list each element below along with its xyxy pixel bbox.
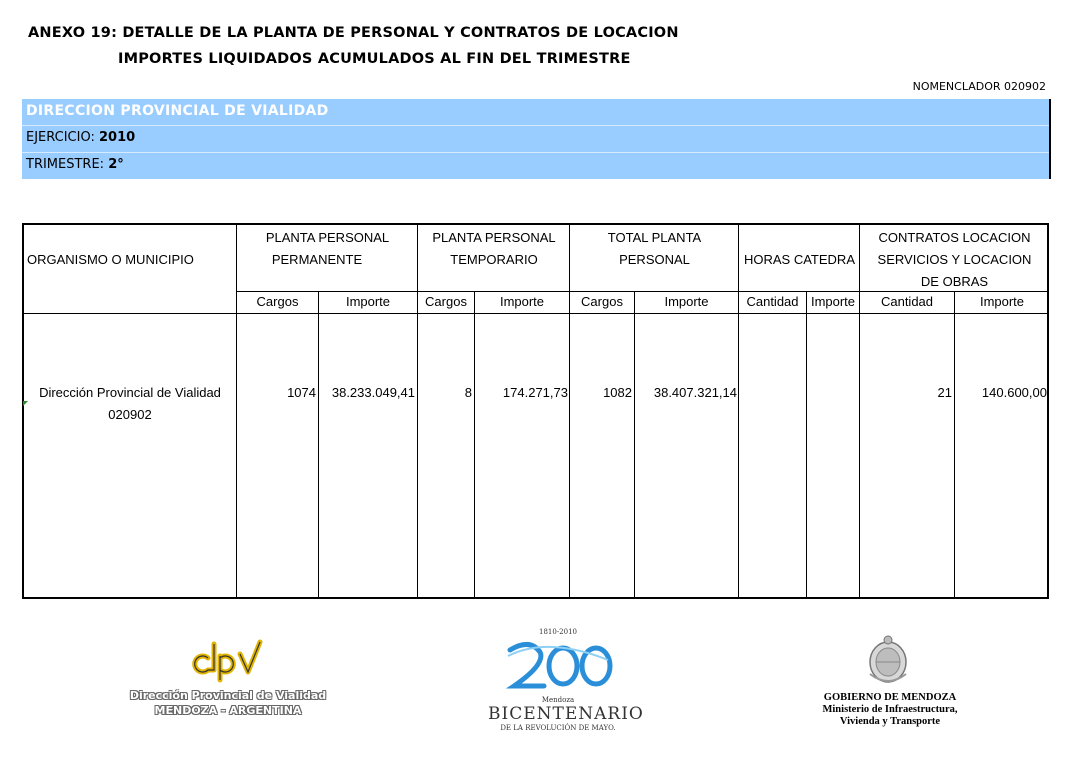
trimestre-row: [26, 157, 124, 172]
cl-importe-value: 140.600,00: [981, 385, 1047, 400]
bicentenario-logo-block: [488, 628, 644, 732]
ejercicio-value: 2010: [99, 130, 136, 145]
row-organismo-name: Dirección Provincial de Vialidad: [39, 385, 221, 400]
dpv-logo-block: [128, 636, 328, 718]
col-divider: [236, 225, 237, 597]
bicentenario-mendoza: Mendoza: [541, 696, 575, 704]
bicentenario-title: BICENTENARIO: [488, 704, 644, 724]
col-divider: [569, 225, 570, 597]
subheader-importe: Importe: [345, 294, 391, 309]
col-divider: [318, 291, 319, 597]
header-cl-line1: CONTRATOS LOCACION: [878, 230, 1031, 245]
ejercicio-label: EJERCICIO:: [26, 130, 99, 145]
pt-importe-value: 174.271,73: [502, 385, 568, 400]
cl-cantidad-value: 21: [937, 385, 952, 400]
dpv-location: MENDOZA - ARGENTINA: [154, 704, 302, 717]
trimestre-label: TRIMESTRE:: [26, 157, 109, 172]
tp-importe-value: 38.407.321,14: [653, 385, 737, 400]
header-pt-line2: TEMPORARIO: [450, 252, 538, 267]
gobierno-logo-block: [810, 632, 970, 728]
mendoza-shield-icon: [810, 632, 970, 688]
page-title: ANEXO 19: DETALLE DE LA PLANTA DE PERSONAL Y CONTRATOS DE LOCACION: [28, 25, 679, 41]
nomenclador-label: NOMENCLADOR 020902: [912, 80, 1046, 93]
organismo-name: DIRECCION PROVINCIAL DE VIALIDAD: [26, 103, 329, 119]
subheader-cantidad: Cantidad: [746, 294, 799, 309]
pt-cargos-value: 8: [464, 385, 472, 400]
subheader-importe: Importe: [810, 294, 856, 309]
bicentenario-years: 1810-2010: [539, 628, 577, 636]
bicentenario-200-icon: [488, 636, 628, 692]
page-subtitle: IMPORTES LIQUIDADOS ACUMULADOS AL FIN DEL TRIMESTRE: [118, 51, 631, 67]
row-organismo-code: 020902: [108, 407, 152, 422]
row-divider: [24, 313, 1047, 314]
header-cl-line2: SERVICIOS Y LOCACION: [877, 252, 1032, 267]
subheader-cantidad: Cantidad: [880, 294, 934, 309]
subheader-importe: Importe: [664, 294, 709, 309]
col-divider: [806, 291, 807, 597]
dpv-logo-icon: [128, 636, 328, 684]
header-cl-line3: DE OBRAS: [920, 274, 989, 289]
divider: [22, 152, 1049, 153]
header-tp-line2: PERSONAL: [619, 252, 690, 267]
header-pt-line1: PLANTA PERSONAL: [432, 230, 556, 245]
divider: [22, 125, 1049, 126]
gobierno-title: GOBIERNO DE MENDOZA: [823, 692, 957, 703]
header-horas-catedra: HORAS CATEDRA: [744, 252, 855, 267]
header-pp-line2: PERMANENTE: [271, 252, 363, 267]
subheader-importe: Importe: [499, 294, 545, 309]
ministerio-line1: Ministerio de Infraestructura,: [822, 704, 958, 715]
ministerio-line2: Vivienda y Transporte: [839, 716, 941, 727]
dpv-name: Dirección Provincial de Vialidad: [129, 689, 327, 702]
subheader-cargos: Cargos: [256, 294, 299, 309]
col-divider: [954, 291, 955, 597]
trimestre-value: 2°: [108, 157, 124, 172]
personnel-table: [22, 223, 1049, 599]
pp-importe-value: 38.233.049,41: [331, 385, 415, 400]
col-divider: [634, 291, 635, 597]
header-tp-line1: TOTAL PLANTA: [607, 230, 702, 245]
tp-cargos-value: 1082: [603, 385, 632, 400]
bicentenario-subtitle: DE LA REVOLUCIÓN DE MAYO.: [500, 724, 616, 732]
col-divider: [474, 291, 475, 597]
col-divider: [738, 225, 739, 597]
cell-comment-marker: [23, 401, 28, 406]
pp-cargos-value: 1074: [287, 385, 316, 400]
ejercicio-row: [26, 130, 135, 145]
info-band: [22, 99, 1051, 179]
subheader-cargos: Cargos: [581, 294, 623, 309]
subheader-importe: Importe: [979, 294, 1025, 309]
subheader-cargos: Cargos: [425, 294, 467, 309]
header-pp-line1: PLANTA PERSONAL: [265, 230, 390, 245]
header-organismo: ORGANISMO O MUNICIPIO: [27, 252, 194, 267]
col-divider: [417, 225, 418, 597]
